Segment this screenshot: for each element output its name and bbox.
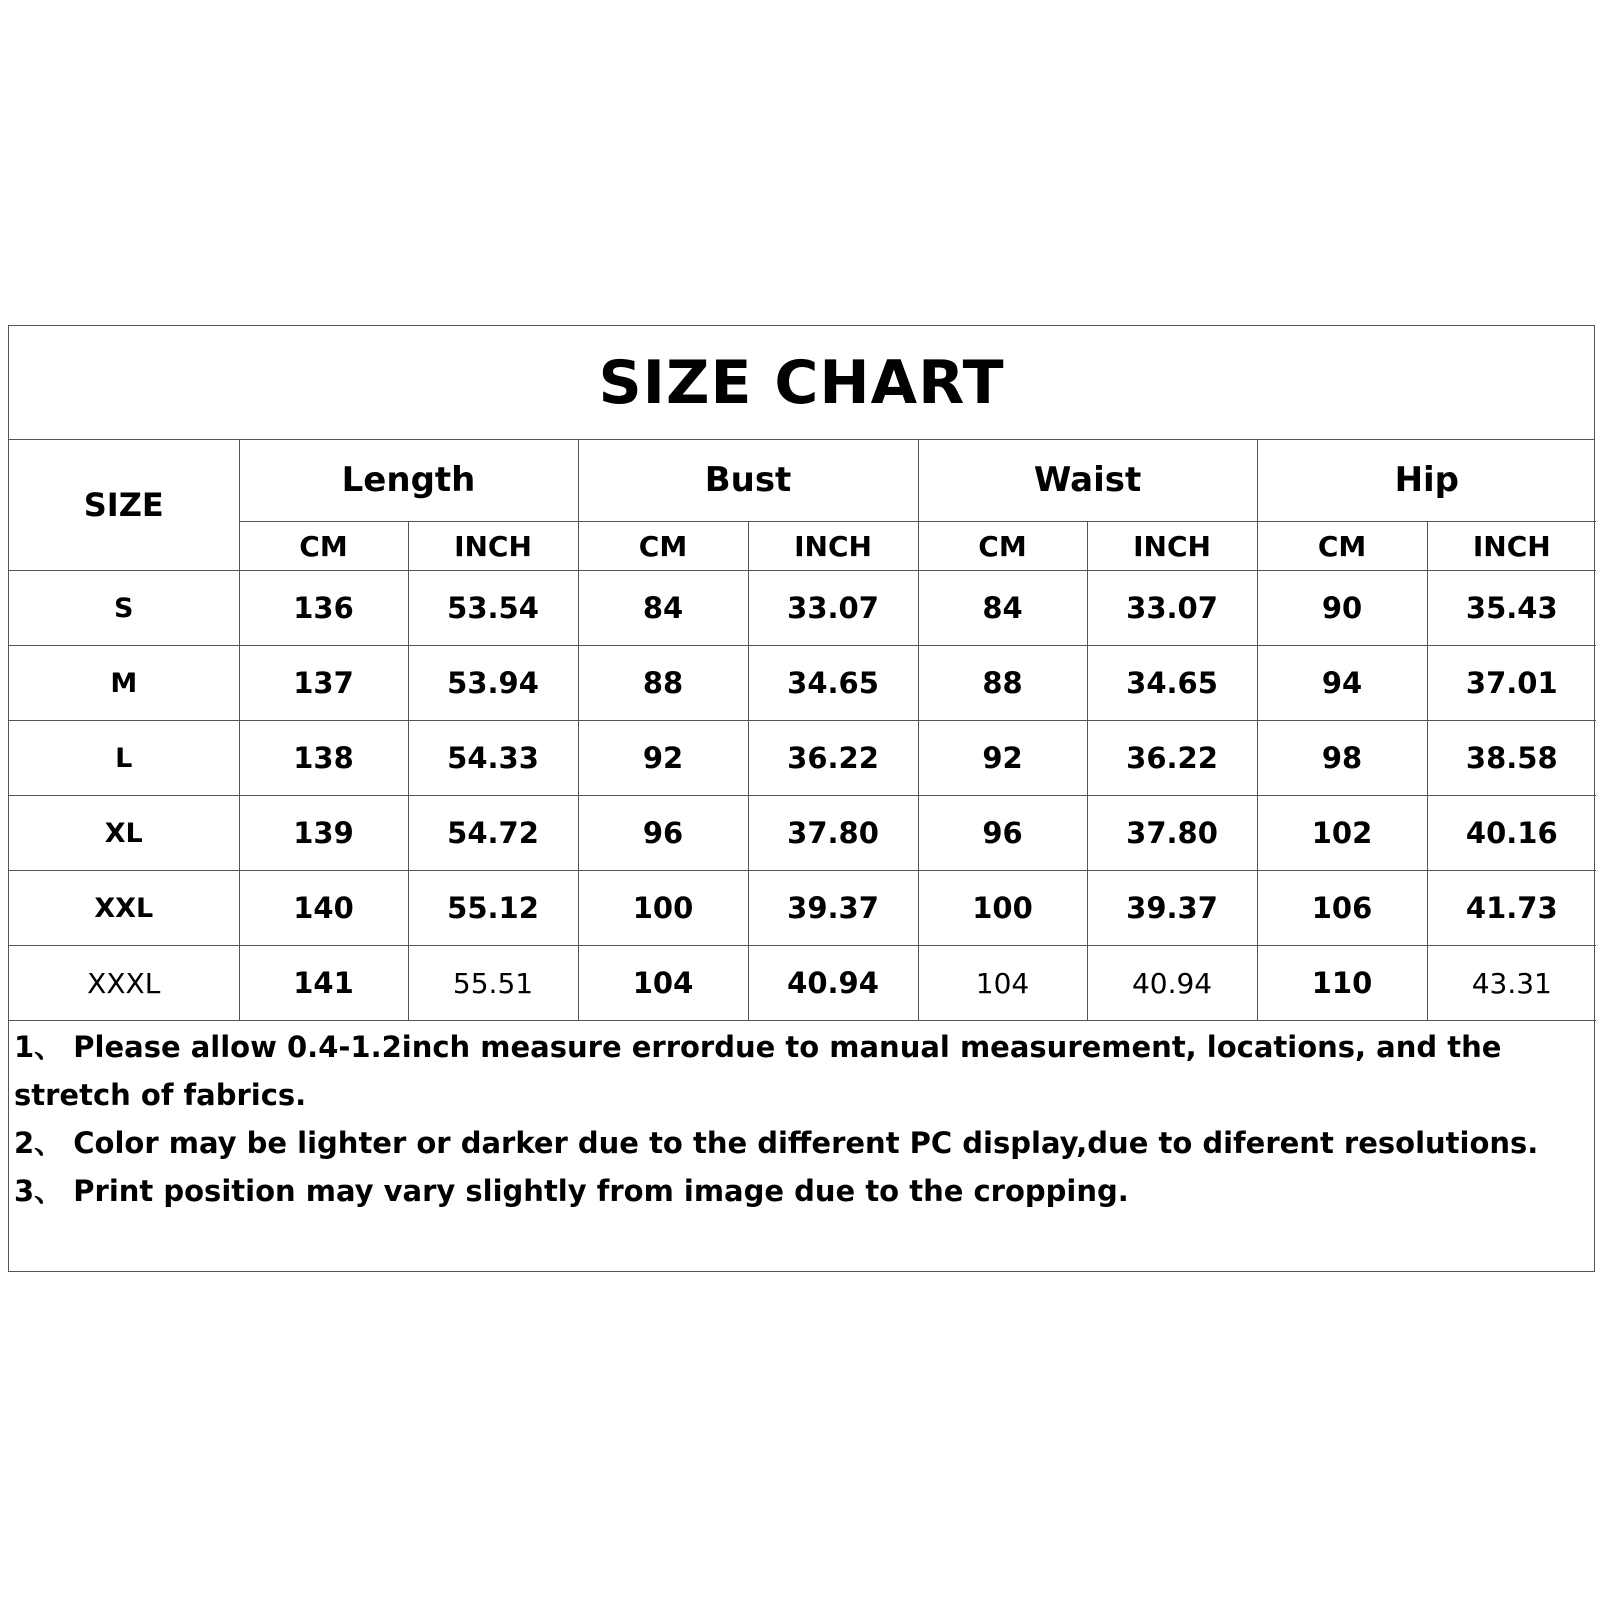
unit-header: INCH [408,522,578,571]
table-row [9,571,1596,646]
table-cell: 88 [918,646,1087,721]
table-row [9,796,1596,871]
note-1: 1、 Please allow 0.4-1.2inch measure errordue to manual measurement, locations, and the stretch of fabrics. [14,1030,1502,1112]
size-cell: XXXL [9,946,239,1021]
table-cell: 96 [918,796,1087,871]
table-cell: 140 [239,871,408,946]
table-row [9,946,1596,1021]
table-cell: 98 [1257,721,1427,796]
unit-header: INCH [1087,522,1257,571]
unit-header: CM [239,522,408,571]
table-cell: 40.94 [748,946,918,1021]
table-cell: 53.94 [408,646,578,721]
unit-header: INCH [748,522,918,571]
table-cell: 34.65 [1087,646,1257,721]
table-cell: 102 [1257,796,1427,871]
table-cell: 34.65 [748,646,918,721]
table-cell: 104 [918,946,1087,1021]
table-cell: 43.31 [1427,946,1596,1021]
size-cell: XL [9,796,239,871]
unit-header: CM [918,522,1087,571]
size-table [9,439,1596,1021]
table-cell: 96 [578,796,748,871]
size-chart [8,325,1595,1272]
size-header: SIZE [9,439,239,571]
table-row [9,721,1596,796]
table-cell: 38.58 [1427,721,1596,796]
table-row [9,646,1596,721]
table-cell: 36.22 [1087,721,1257,796]
header-length: Length [239,439,578,522]
table-cell: 100 [578,871,748,946]
table-cell: 94 [1257,646,1427,721]
table-cell: 53.54 [408,571,578,646]
table-cell: 92 [578,721,748,796]
size-cell: XXL [9,871,239,946]
table-cell: 110 [1257,946,1427,1021]
header-waist: Waist [918,439,1257,522]
header-hip: Hip [1257,439,1596,522]
chart-title: SIZE CHART [598,347,1005,418]
table-cell: 55.12 [408,871,578,946]
table-cell: 41.73 [1427,871,1596,946]
table-cell: 37.80 [1087,796,1257,871]
unit-header: CM [578,522,748,571]
table-cell: 54.72 [408,796,578,871]
table-cell: 37.80 [748,796,918,871]
table-cell: 40.16 [1427,796,1596,871]
table-cell: 35.43 [1427,571,1596,646]
table-cell: 92 [918,721,1087,796]
note-2: 2、 Color may be lighter or darker due to the different PC display,due to diferent resolutions. [14,1126,1539,1160]
table-cell: 37.01 [1427,646,1596,721]
table-cell: 84 [918,571,1087,646]
notes [14,1023,1564,1215]
header-bust: Bust [578,439,918,522]
table-cell: 100 [918,871,1087,946]
unit-header: INCH [1427,522,1596,571]
note-3: 3、 Print position may vary slightly from image due to the cropping. [14,1174,1129,1208]
table-cell: 136 [239,571,408,646]
table-cell: 54.33 [408,721,578,796]
table-cell: 104 [578,946,748,1021]
table-cell: 33.07 [1087,571,1257,646]
table-cell: 55.51 [408,946,578,1021]
table-cell: 39.37 [1087,871,1257,946]
table-cell: 40.94 [1087,946,1257,1021]
table-cell: 139 [239,796,408,871]
unit-header: CM [1257,522,1427,571]
size-cell: S [9,571,239,646]
table-cell: 141 [239,946,408,1021]
title-row [9,326,1594,440]
table-cell: 90 [1257,571,1427,646]
size-cell: M [9,646,239,721]
table-cell: 138 [239,721,408,796]
table-cell: 137 [239,646,408,721]
table-cell: 106 [1257,871,1427,946]
table-row [9,871,1596,946]
table-cell: 36.22 [748,721,918,796]
table-cell: 88 [578,646,748,721]
table-cell: 33.07 [748,571,918,646]
table-cell: 84 [578,571,748,646]
table-cell: 39.37 [748,871,918,946]
size-cell: L [9,721,239,796]
